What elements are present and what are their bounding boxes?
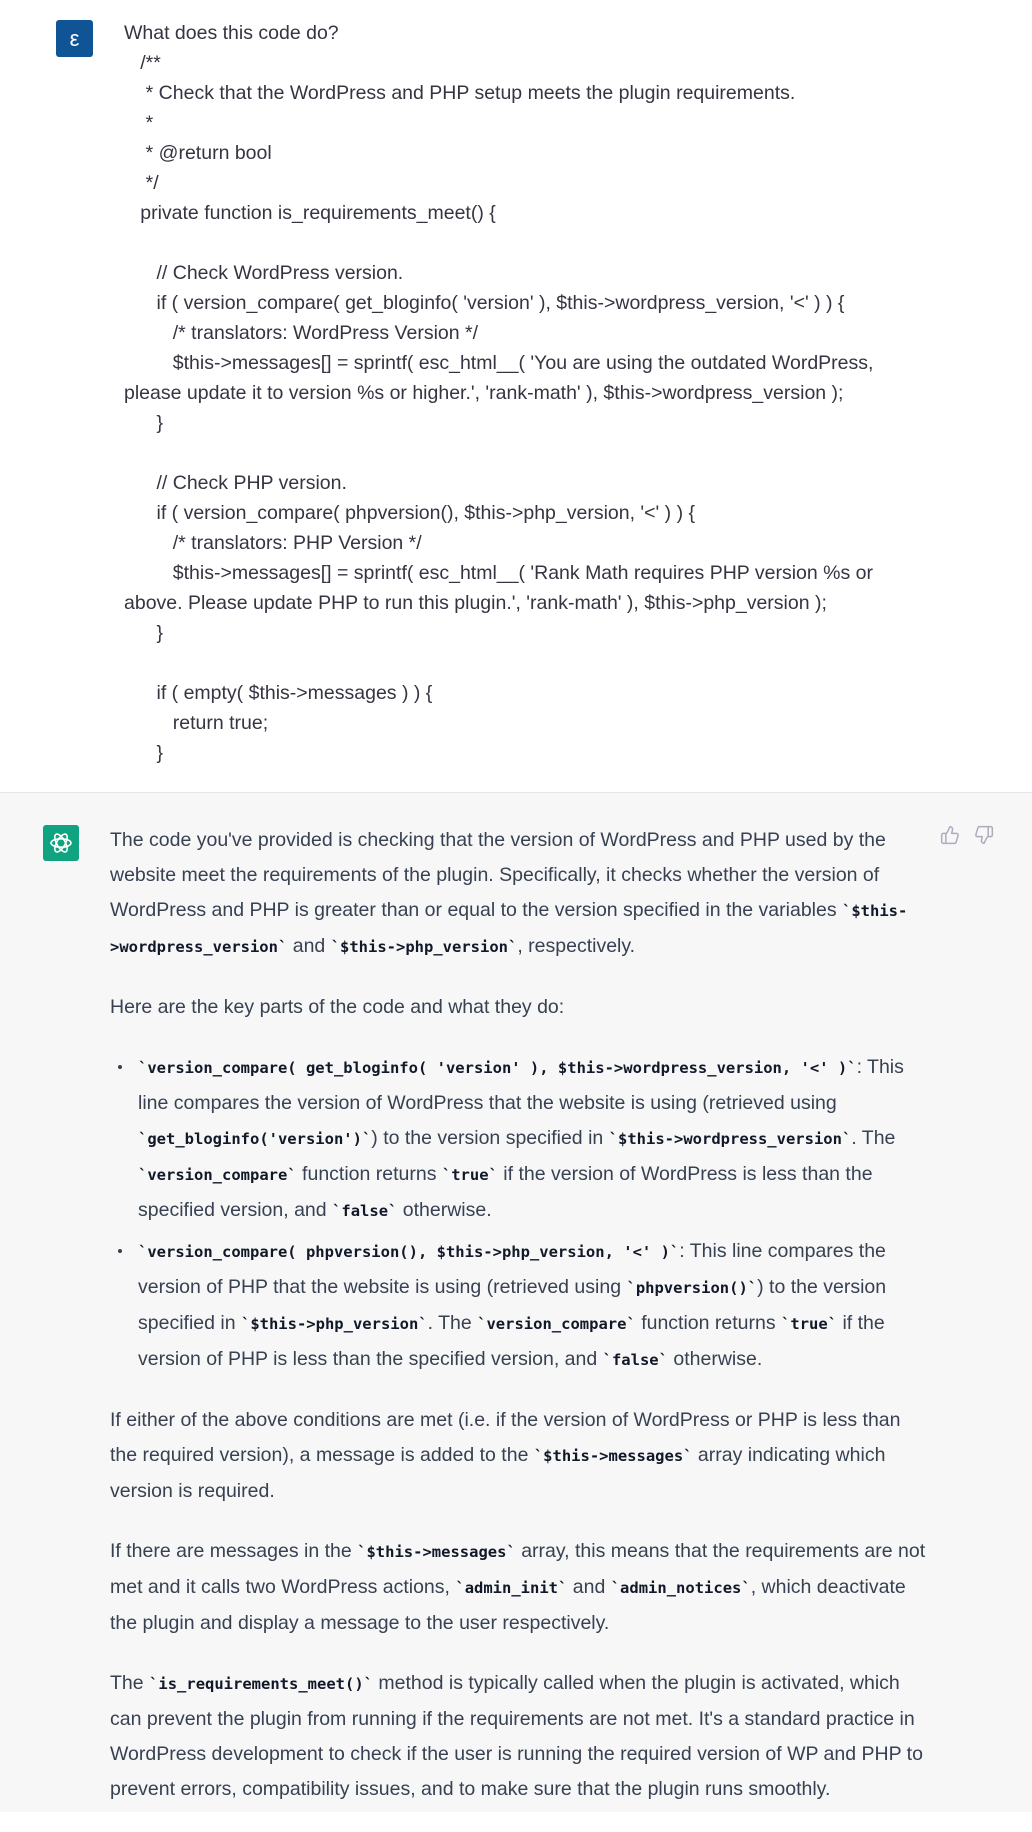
inline-code: `get_bloginfo('version')` [138, 1130, 372, 1148]
openai-logo-icon [43, 825, 79, 861]
answer-paragraph: The code you've provided is checking that the version of WordPress and PHP used by the website meet the requirements of the plugin. Specifically, it checks whether the version of WordPress and PHP is greater than or equal to the version specified in the variables `$this->wordpress_version` and `$this->php_version`, respectively. [110, 829, 908, 957]
thumbs-down-icon[interactable] [974, 825, 994, 845]
inline-code: `$this->php_version` [240, 1315, 428, 1333]
code-line: if ( version_compare( get_bloginfo( 'version' ), $this->wordpress_version, '<' ) ) { [124, 292, 845, 314]
user-avatar: ε [56, 20, 93, 57]
code-line: private function is_requirements_meet() { [124, 202, 496, 224]
inline-code: `$this->messages` [357, 1543, 516, 1561]
inline-code: `version_compare` [477, 1315, 636, 1333]
answer-bullet-list [110, 1050, 930, 1378]
code-line: /** [124, 52, 161, 74]
code-line: * [124, 112, 154, 134]
code-line: $this->messages[] = sprintf( esc_html__( 'You are using the outdated WordPress, [124, 352, 874, 374]
list-item: `version_compare( phpversion(), $this->php_version, '<' )`: This line compares the version of PHP that the website is using (retrieved using `phpversion()`) to the version specified in `$this->php_version`. The `version_compare` function returns `true` if the version of PHP is less than the specified version, and `false` otherwise. [110, 1234, 930, 1378]
inline-code: `is_requirements_meet()` [149, 1675, 373, 1693]
assistant-message [0, 793, 1032, 1812]
inline-code: `admin_init` [455, 1579, 568, 1597]
code-line: */ [124, 172, 159, 194]
code-line: if ( version_compare( phpversion(), $this->php_version, '<' ) ) { [124, 502, 696, 524]
list-item: `version_compare( get_bloginfo( 'version' ), $this->wordpress_version, '<' )`: This line compares the version of WordPress that the website is using (retrieved using `get_bloginfo('version')`) to the version specified in `$this->wordpress_version`. The `version_compare` function returns `true` if the version of WordPress is less than the specified version, and `false` otherwise. [110, 1050, 930, 1229]
code-line: } [124, 412, 164, 434]
code-line [124, 228, 924, 258]
code-line: please update it to version %s or higher.', 'rank-math' ), $this->wordpress_version ); [124, 382, 844, 404]
inline-code: `true` [781, 1315, 838, 1333]
user-message [0, 0, 1032, 793]
code-line: } [124, 622, 164, 644]
inline-code: `$this->wordpress_version` [608, 1130, 852, 1148]
inline-code: `$this->php_version` [330, 938, 518, 956]
answer-paragraph: Here are the key parts of the code and what they do: [110, 996, 565, 1018]
inline-code: `admin_notices` [610, 1579, 751, 1597]
assistant-answer [110, 823, 930, 1832]
code-line [124, 438, 924, 468]
inline-code: `version_compare( get_bloginfo( 'version' ), $this->wordpress_version, '<' )` [138, 1059, 857, 1077]
answer-paragraph: If there are messages in the `$this->messages` array, this means that the requirements are not met and it calls two WordPress actions, `admin_init` and `admin_notices`, which deactivate the plugin and display a message to the user respectively. [110, 1540, 926, 1634]
code-line: /* translators: WordPress Version */ [124, 322, 479, 344]
code-line: return true; [124, 712, 269, 734]
inline-code: `false` [332, 1202, 398, 1220]
user-question: What does this code do? [124, 22, 339, 44]
user-message-text [124, 18, 924, 768]
feedback-buttons [940, 825, 994, 845]
inline-code: `$this->messages` [533, 1447, 693, 1465]
code-line: /* translators: PHP Version */ [124, 532, 422, 554]
inline-code: `$this->wordpress_version` [110, 902, 908, 956]
code-line: $this->messages[] = sprintf( esc_html__( 'Rank Math requires PHP version %s or [124, 562, 873, 584]
code-line: * @return bool [124, 142, 272, 164]
inline-code: `version_compare` [138, 1166, 297, 1184]
inline-code: `true` [441, 1166, 498, 1184]
answer-paragraph: The `is_requirements_meet()` method is typically called when the plugin is activated, which can prevent the plugin from running if the requirements are not met. It's a standard practice in WordPress development to check if the user is running the required version of WP and PHP to prevent errors, compatibility issues, and to make sure that the plugin runs smoothly. [110, 1672, 923, 1800]
code-line: // Check WordPress version. [124, 262, 404, 284]
code-line: above. Please update PHP to run this plugin.', 'rank-math' ), $this->php_version ); [124, 592, 827, 614]
inline-code: `version_compare( phpversion(), $this->php_version, '<' )` [138, 1243, 680, 1261]
code-line: * Check that the WordPress and PHP setup meets the plugin requirements. [124, 82, 796, 104]
inline-code: `false` [602, 1351, 668, 1369]
answer-paragraph: If either of the above conditions are met (i.e. if the version of WordPress or PHP is less than the required version), a message is added to the `$this->messages` array indicating which version is required. [110, 1409, 901, 1502]
code-line [124, 648, 924, 678]
inline-code: `phpversion()` [626, 1279, 758, 1297]
code-line: // Check PHP version. [124, 472, 347, 494]
code-line: } [124, 742, 164, 764]
code-line: if ( empty( $this->messages ) ) { [124, 682, 433, 704]
thumbs-up-icon[interactable] [940, 825, 960, 845]
